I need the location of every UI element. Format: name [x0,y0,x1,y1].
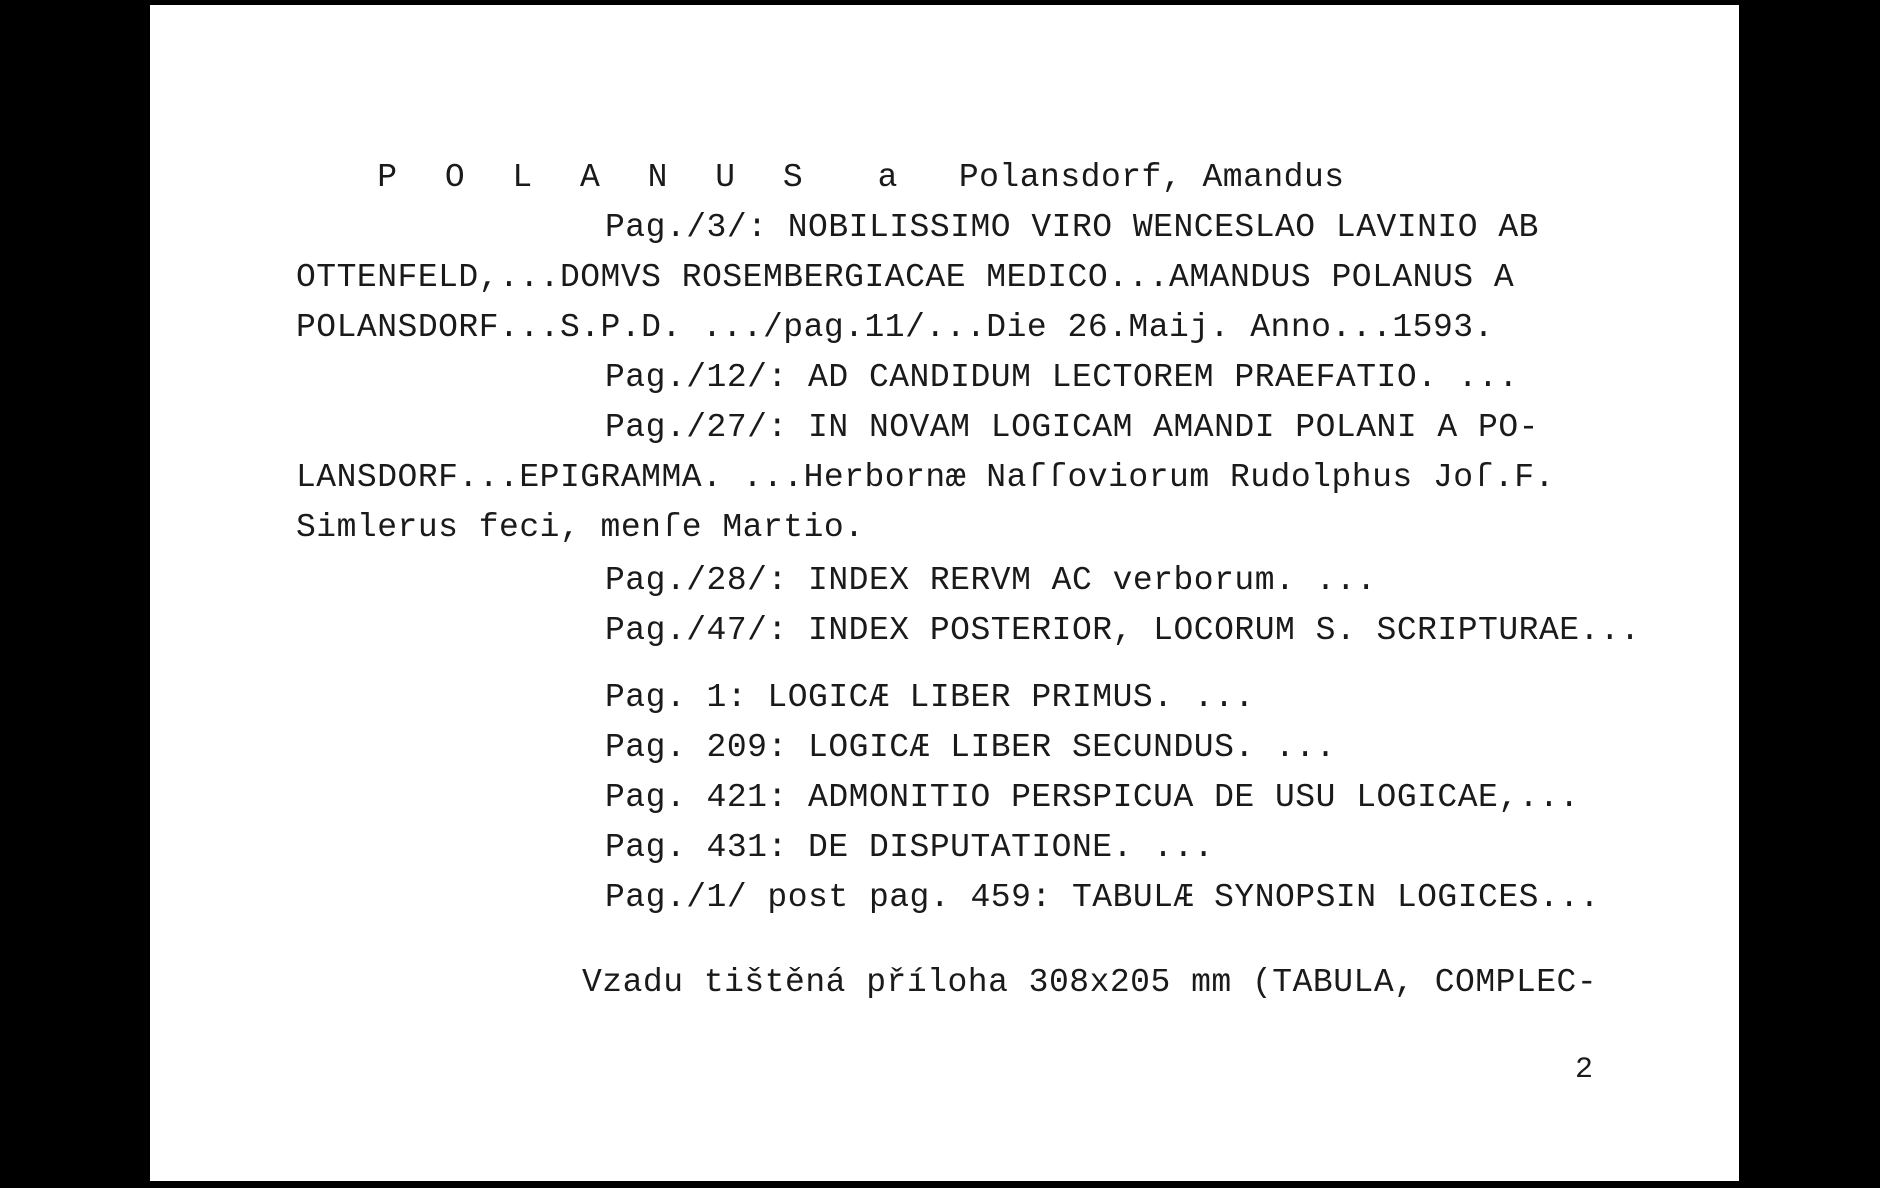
entry-line-15: Vzadu tištěná příloha 308x205 mm (TABULA, COMPLEC- [582,964,1598,1001]
entry-line-14: Pag./1/ post pag. 459: TABULÆ SYNOPSIN LOGICES... [605,879,1600,916]
entry-line-6: LANSDORF...EPIGRAMMA. ...Herbornæ Naſſoviorum Rudolphus Joſ.F. [296,459,1555,496]
entry-line-7: Simlerus feci, menſe Martio. [296,509,865,546]
entry-line-3: POLANSDORF...S.P.D. .../pag.11/...Die 26.Maij. Anno...1593. [296,309,1494,346]
entry-line-10: Pag. 1: LOGICÆ LIBER PRIMUS. ... [605,679,1255,716]
entry-line-4: Pag./12/: AD CANDIDUM LECTOREM PRAEFATIO. ... [605,359,1519,396]
entry-line-13: Pag. 431: DE DISPUTATIONE. ... [605,829,1215,866]
entry-line-9: Pag./47/: INDEX POSTERIOR, LOCORUM S. SCRIPTURAE... [605,612,1641,649]
entry-line-1: Pag./3/: NOBILISSIMO VIRO WENCESLAO LAVINIO AB [605,209,1539,246]
heading-surname: P O L A N U S [377,159,817,196]
catalog-card [150,5,1739,1181]
entry-line-2: OTTENFELD,...DOMVS ROSEMBERGIACAE MEDICO...AMANDUS POLANUS A [296,259,1515,296]
heading-name: Polansdorf, Amandus [958,159,1345,196]
page-number: 2 [1575,1053,1594,1087]
entry-line-12: Pag. 421: ADMONITIO PERSPICUA DE USU LOGICAE,... [605,779,1580,816]
entry-line-11: Pag. 209: LOGICÆ LIBER SECUNDUS. ... [605,729,1336,766]
entry-line-5: Pag./27/: IN NOVAM LOGICAM AMANDI POLANI A PO- [605,409,1539,446]
heading-particle: a [877,159,898,196]
entry-line-8: Pag./28/: INDEX RERVM AC verborum. ... [605,562,1377,599]
